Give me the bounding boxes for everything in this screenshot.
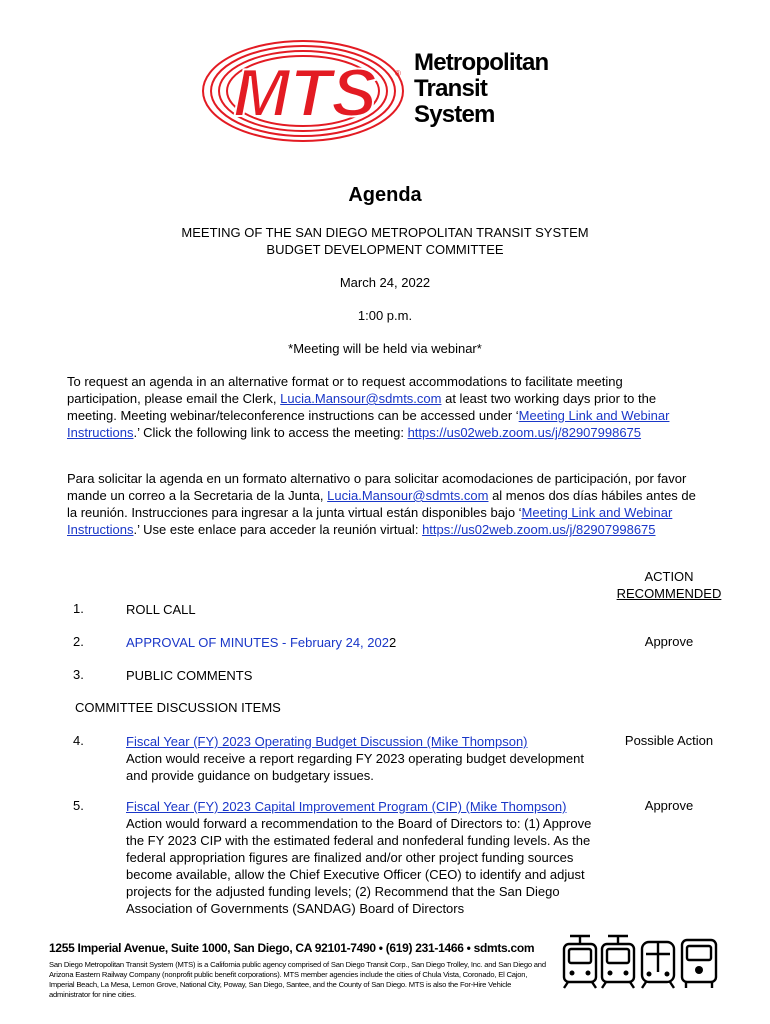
meeting-line-2: BUDGET DEVELOPMENT COMMITTEE	[266, 242, 504, 257]
english-accommodations-paragraph: To request an agenda in an alternative format or to request accommodations to facilitate meeting participation, please email the Clerk, Lucia.Mansour@sdmts.com at least two working days prior to the meeting. Meeting webinar/teleconference instructions can be accessed under ‘Meeting Link and Webinar Instructions.’ Click the following link to access the meeting: https://us02web.zoom.us/j/82907998675	[67, 374, 670, 440]
item-number: 4.	[73, 733, 84, 748]
cip-link[interactable]: Fiscal Year (FY) 2023 Capital Improvement Program (CIP) (Mike Thompson)	[126, 799, 567, 814]
webinar-instructions-link-es[interactable]: Meeting Link and Webinar Instructions	[67, 505, 673, 537]
item-approval-of-minutes: APPROVAL OF MINUTES - February 24, 2022	[126, 635, 397, 650]
meeting-date: March 24, 2022	[339, 275, 431, 290]
item-number: 1.	[73, 601, 84, 616]
meeting-line-1: MEETING OF THE SAN DIEGO METROPOLITAN TRANSIT SYSTEM	[181, 225, 589, 240]
footer-address: 1255 Imperial Avenue, Suite 1000, San Diego, CA 92101-7490 • (619) 231-1466 • sdmts.com	[49, 941, 535, 955]
item-action: Possible Action	[624, 733, 714, 748]
footer-note: San Diego Metropolitan Transit System (MTS) is a California public agency comprised of San Diego Transit Corp., San Diego Trolley, Inc. and San Diego and Arizona Eastern Railway Company (nonprofit public benefit corporations). MTS member agencies include the cities of Chula Vista, Coronado, El Cajon, Imperial Beach, La Mesa, Lemon Grove, National City, Poway, San Diego, Santee, and the County of San Diego. MTS is also the For-Hire Vehicle administrator for nine cities.	[49, 960, 546, 999]
item-number: 5.	[73, 798, 84, 813]
org-name-line: System	[414, 101, 495, 128]
item-description: Action would forward a recommendation to the Board of Directors to: (1) Approve the FY 2023 CIP with the estimated federal and nonfederal funding levels. As the federal appropriation figures are finalized and/or other project funding sources become available, allow the Chief Executive Officer (CEO) to identify and adjust projects for the adjusted funding levels; (2) Recommend that the San Diego Association of Governments (SANDAG) Board of Directors	[126, 816, 592, 916]
zoom-meeting-link[interactable]: https://us02web.zoom.us/j/82907998675	[407, 425, 642, 440]
item-description: Action would receive a report regarding FY 2023 operating budget development and provide guidance on budgetary issues.	[126, 751, 584, 783]
logo-text: MTS	[233, 55, 377, 131]
zoom-meeting-link-es[interactable]: https://us02web.zoom.us/j/82907998675	[422, 522, 656, 537]
action-recommended-header: ACTION RECOMMENDED	[616, 569, 722, 601]
item-roll-call: ROLL CALL	[126, 602, 196, 617]
item-capital-improvement	[126, 798, 612, 916]
operating-budget-link[interactable]: Fiscal Year (FY) 2023 Operating Budget Discussion (Mike Thompson)	[126, 734, 528, 749]
webinar-instructions-link[interactable]: Meeting Link and Webinar Instructions	[67, 408, 670, 440]
clerk-email-link-es[interactable]: Lucia.Mansour@sdmts.com	[327, 488, 489, 503]
clerk-email-link[interactable]: Lucia.Mansour@sdmts.com	[280, 391, 442, 406]
page-title: Agenda	[348, 184, 422, 206]
spanish-accommodations-paragraph: Para solicitar la agenda en un formato alternativo o para solicitar acomodaciones de participación, por favor mande un correo a la Secretaria de la Junta, Lucia.Mansour@sdmts.com al menos dos días hábiles antes de la reunión. Instrucciones para ingresar a la junta virtual están disponibles bajo ‘Meeting Link and Webinar Instructions.’ Use este enlace para acceder la reunión virtual: https://us02web.zoom.us/j/82907998675	[67, 471, 696, 537]
org-name-line: Transit	[414, 75, 488, 102]
item-action: Approve	[644, 798, 694, 813]
meeting-note: *Meeting will be held via webinar*	[288, 341, 482, 356]
org-name-line: Metropolitan	[414, 49, 549, 76]
section-heading: COMMITTEE DISCUSSION ITEMS	[75, 700, 281, 715]
item-operating-budget	[126, 733, 596, 784]
minutes-link[interactable]: APPROVAL OF MINUTES - February 24, 202	[126, 635, 389, 650]
meeting-time: 1:00 p.m.	[357, 308, 413, 323]
transit-vehicles-icon	[560, 932, 720, 990]
registered-mark-icon: ®	[395, 69, 401, 78]
item-public-comments: PUBLIC COMMENTS	[126, 668, 253, 683]
org-name	[414, 50, 548, 128]
item-number: 3.	[73, 667, 84, 682]
item-number: 2.	[73, 634, 84, 649]
item-action: Approve	[644, 634, 694, 649]
